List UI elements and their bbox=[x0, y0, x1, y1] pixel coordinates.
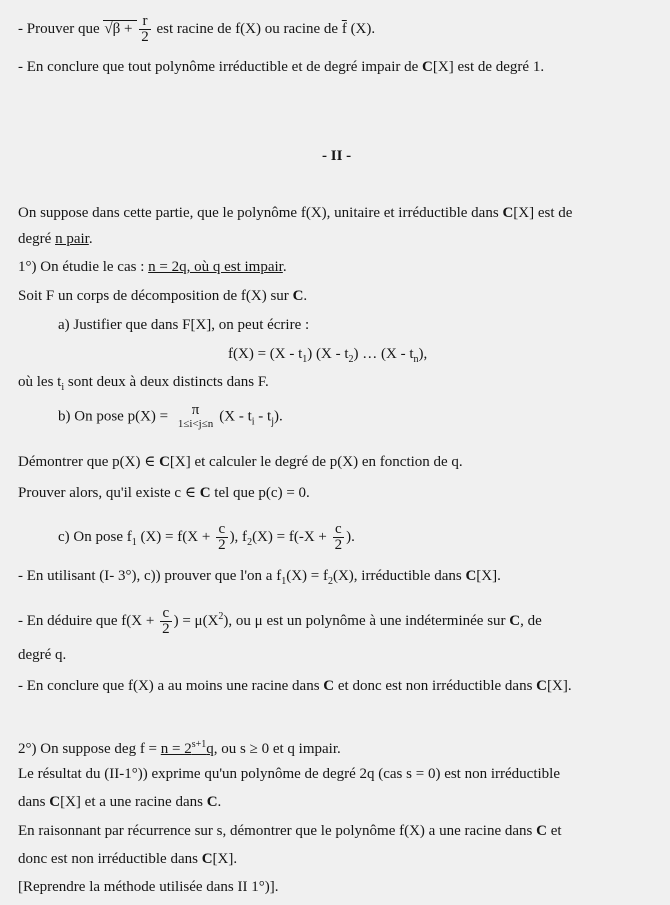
line-conclude-degree-one: - En conclure que tout polynôme irréductible et de degré impair de C[X] est de degré 1. bbox=[18, 59, 545, 75]
line-show-p-in-cx: Démontrer que p(X) ∈ C[X] et calculer le degré de p(X) en fonction de q. bbox=[18, 454, 463, 470]
fraction-c-over-2: $\frac{c}{2}$ bbox=[218, 521, 226, 553]
line-splitting-field: Soit F un corps de décomposition de f(X) sur C. bbox=[18, 288, 308, 304]
sqrt-beta: √β + bbox=[104, 20, 137, 37]
line-conclude-root: - En conclure que f(X) a au moins une racine dans C et donc est non irréductible dans C[X]. bbox=[18, 678, 572, 694]
line-induction: En raisonnant par récurrence sur s, démontrer que le polynôme f(X) a une racine dans C et bbox=[18, 823, 562, 839]
line-non-irreducible: donc est non irréductible dans C[X]. bbox=[18, 851, 238, 867]
line-root-in-c: dans C[X] et a une racine dans C. bbox=[18, 794, 222, 810]
line-exists-c: Prouver alors, qu'il existe c ∈ C tel que p(c) = 0. bbox=[18, 485, 310, 501]
formula-factorization: $f(X) = (X - t_1)$ $(X - t_2)$ … $(X - t_n)$, bbox=[228, 346, 428, 365]
line-question-c: c) On pose $f_1$ (X) = f(X + $\frac{c}{2}$ ), $f_2(X) = f(-X$ + $\frac{c}{2}$ ). bbox=[58, 521, 355, 553]
line-method-hint: [Reprendre la méthode utilisée dans II 1°)]. bbox=[18, 879, 279, 895]
line-question-b: b) On pose p(X) = π 1≤i<j≤n $(X - t_i - t_j)$. bbox=[58, 402, 283, 430]
product-symbol: π 1≤i<j≤n bbox=[177, 402, 214, 430]
line-case-2: 2°) On suppose deg $f = n = 2^{s+1}q$, ou s ≥ 0 et q impair. bbox=[18, 739, 341, 757]
line-question-a: a) Justifier que dans F[X], on peut écrire : bbox=[58, 317, 310, 333]
line-result-recall: Le résultat du (II-1°)) exprime qu'un polynôme de degré 2q (cas s = 0) est non irréductible bbox=[18, 766, 560, 782]
fraction-r-over-2: $\frac{r}{2}$ bbox=[141, 13, 149, 45]
line-degree-even: degré n pair. bbox=[18, 231, 93, 247]
line-case-1: 1°) On étudie le cas : n = 2q, où q est impair. bbox=[18, 259, 287, 275]
fraction-c-over-2: $\frac{c}{2}$ bbox=[334, 521, 343, 553]
line-degree-q: degré q. bbox=[18, 647, 67, 663]
line-prove-root: - Prouver que √β + $\frac{r}{2}$ est racine de f(X) ou racine de $\overline{f}$ (X). bbox=[18, 13, 376, 45]
line-hypothesis: On suppose dans cette partie, que le polynôme f(X), unitaire et irréductible dans C[X] est de bbox=[18, 205, 573, 221]
line-using-i3c: - En utilisant (I- 3°), c)) prouver que l'on a $f_1(X) = f_2(X)$, irréductible dans C[X]. bbox=[18, 568, 501, 587]
line-distinct-roots: où les $t_i$ sont deux à deux distincts dans F. bbox=[18, 374, 269, 393]
line-deduce-mu: - En déduire que f(X + $\frac{c}{2}$ ) = $\mu(X^2)$, ou μ est un polynôme à une indéterminée sur C, de bbox=[18, 605, 542, 637]
section-heading: - II - bbox=[322, 148, 352, 164]
fraction-c-over-2: $\frac{c}{2}$ bbox=[162, 605, 170, 637]
